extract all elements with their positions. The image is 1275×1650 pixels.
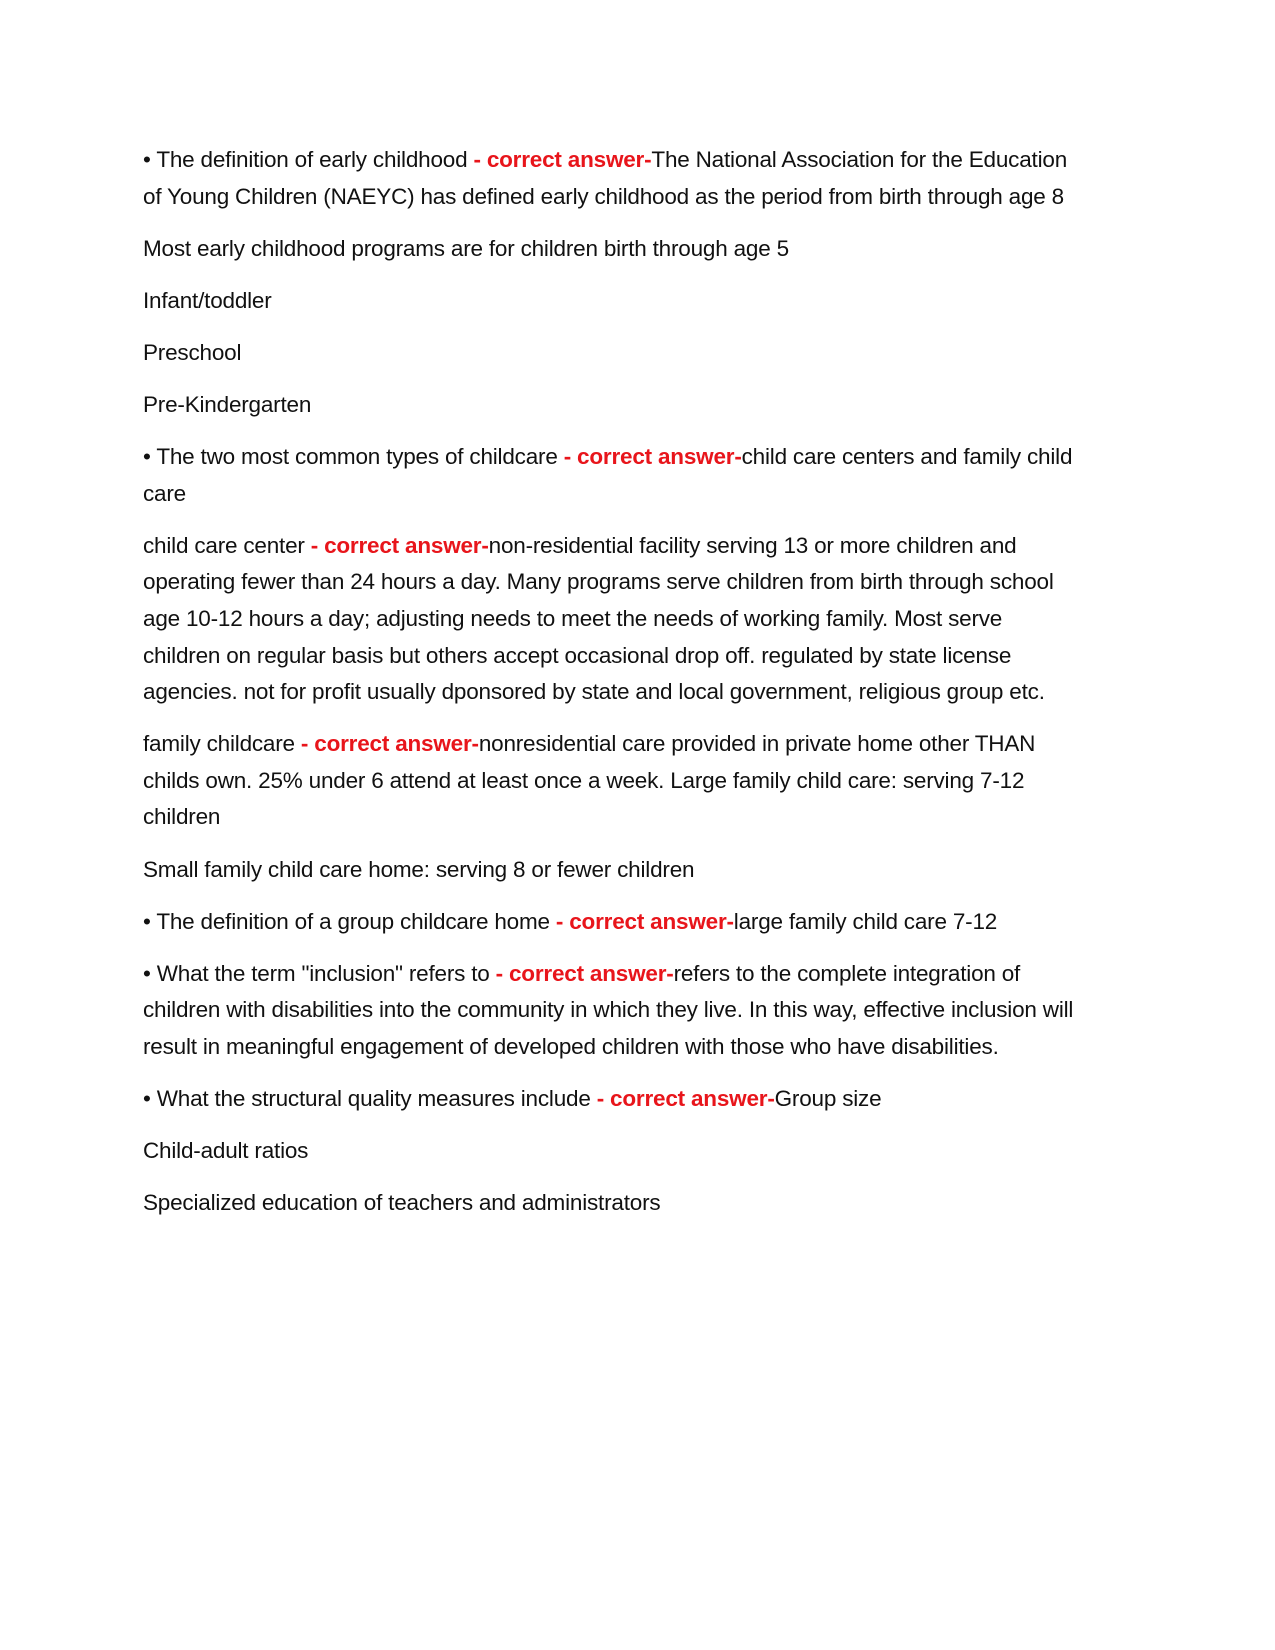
qa-paragraph	[143, 726, 1083, 836]
question: family childcare	[143, 731, 301, 757]
answer-marker: - correct answer-	[473, 147, 652, 172]
text-paragraph: Small family child care home: serving 8 or fewer children	[143, 856, 695, 882]
question: • The definition of early childhood	[143, 147, 474, 172]
answer-marker: - correct answer-	[300, 731, 479, 757]
text-paragraph: Infant/toddler	[143, 287, 272, 313]
answer: nonresidential care provided in private home other THAN childs own. 25% under 6 attend at least once a week. Large family child care: serving 7-12 children	[143, 731, 1036, 830]
question: • What the structural quality measures include	[143, 1085, 597, 1111]
qa-paragraph	[143, 142, 1083, 215]
answer: child care centers and family child care	[143, 444, 1073, 506]
answer: Group size	[774, 1085, 882, 1111]
text-paragraph: Pre-Kindergarten	[143, 391, 312, 417]
question: • The definition of a group childcare home	[143, 908, 556, 934]
qa-paragraph	[143, 439, 1083, 512]
question: • What the term "inclusion" refers to	[143, 960, 496, 986]
document-page	[143, 142, 1083, 1237]
question: child care center	[143, 532, 311, 558]
text-paragraph: Specialized education of teachers and administrators	[143, 1190, 661, 1216]
answer: non-residential facility serving 13 or more children and operating fewer than 24 hours a day. Many programs serve children from birth through school age 10-12 hours a day; adjusting needs to meet the needs of working family. Most serve children on regular basis but others accept occasional drop off. regulated by state license agencies. not for profit usually dponsored by state and local government, religious group etc.	[143, 532, 1054, 705]
answer-marker: - correct answer-	[310, 532, 489, 558]
answer-marker: - correct answer-	[495, 960, 674, 986]
qa-paragraph	[143, 1081, 1083, 1118]
text-paragraph: Preschool	[143, 339, 242, 365]
answer-marker: - correct answer-	[596, 1085, 775, 1111]
answer-marker: - correct answer-	[555, 908, 734, 934]
answer: refers to the complete integration of children with disabilities into the community in which they live. In this way, effective inclusion will result in meaningful engagement of developed children with those who have disabilities.	[143, 960, 1074, 1059]
answer-marker: - correct answer-	[563, 444, 742, 470]
text-paragraph: Most early childhood programs are for children birth through age 5	[143, 235, 789, 261]
qa-paragraph	[143, 528, 1083, 711]
qa-paragraph	[143, 904, 1083, 941]
question: • The two most common types of childcare	[143, 444, 564, 470]
answer: large family child care 7-12	[733, 908, 998, 934]
qa-paragraph	[143, 956, 1083, 1066]
answer: The National Association for the Education of Young Children (NAEYC) has defined early childhood as the period from birth through age 8	[143, 147, 1068, 209]
text-paragraph: Child-adult ratios	[143, 1138, 309, 1164]
